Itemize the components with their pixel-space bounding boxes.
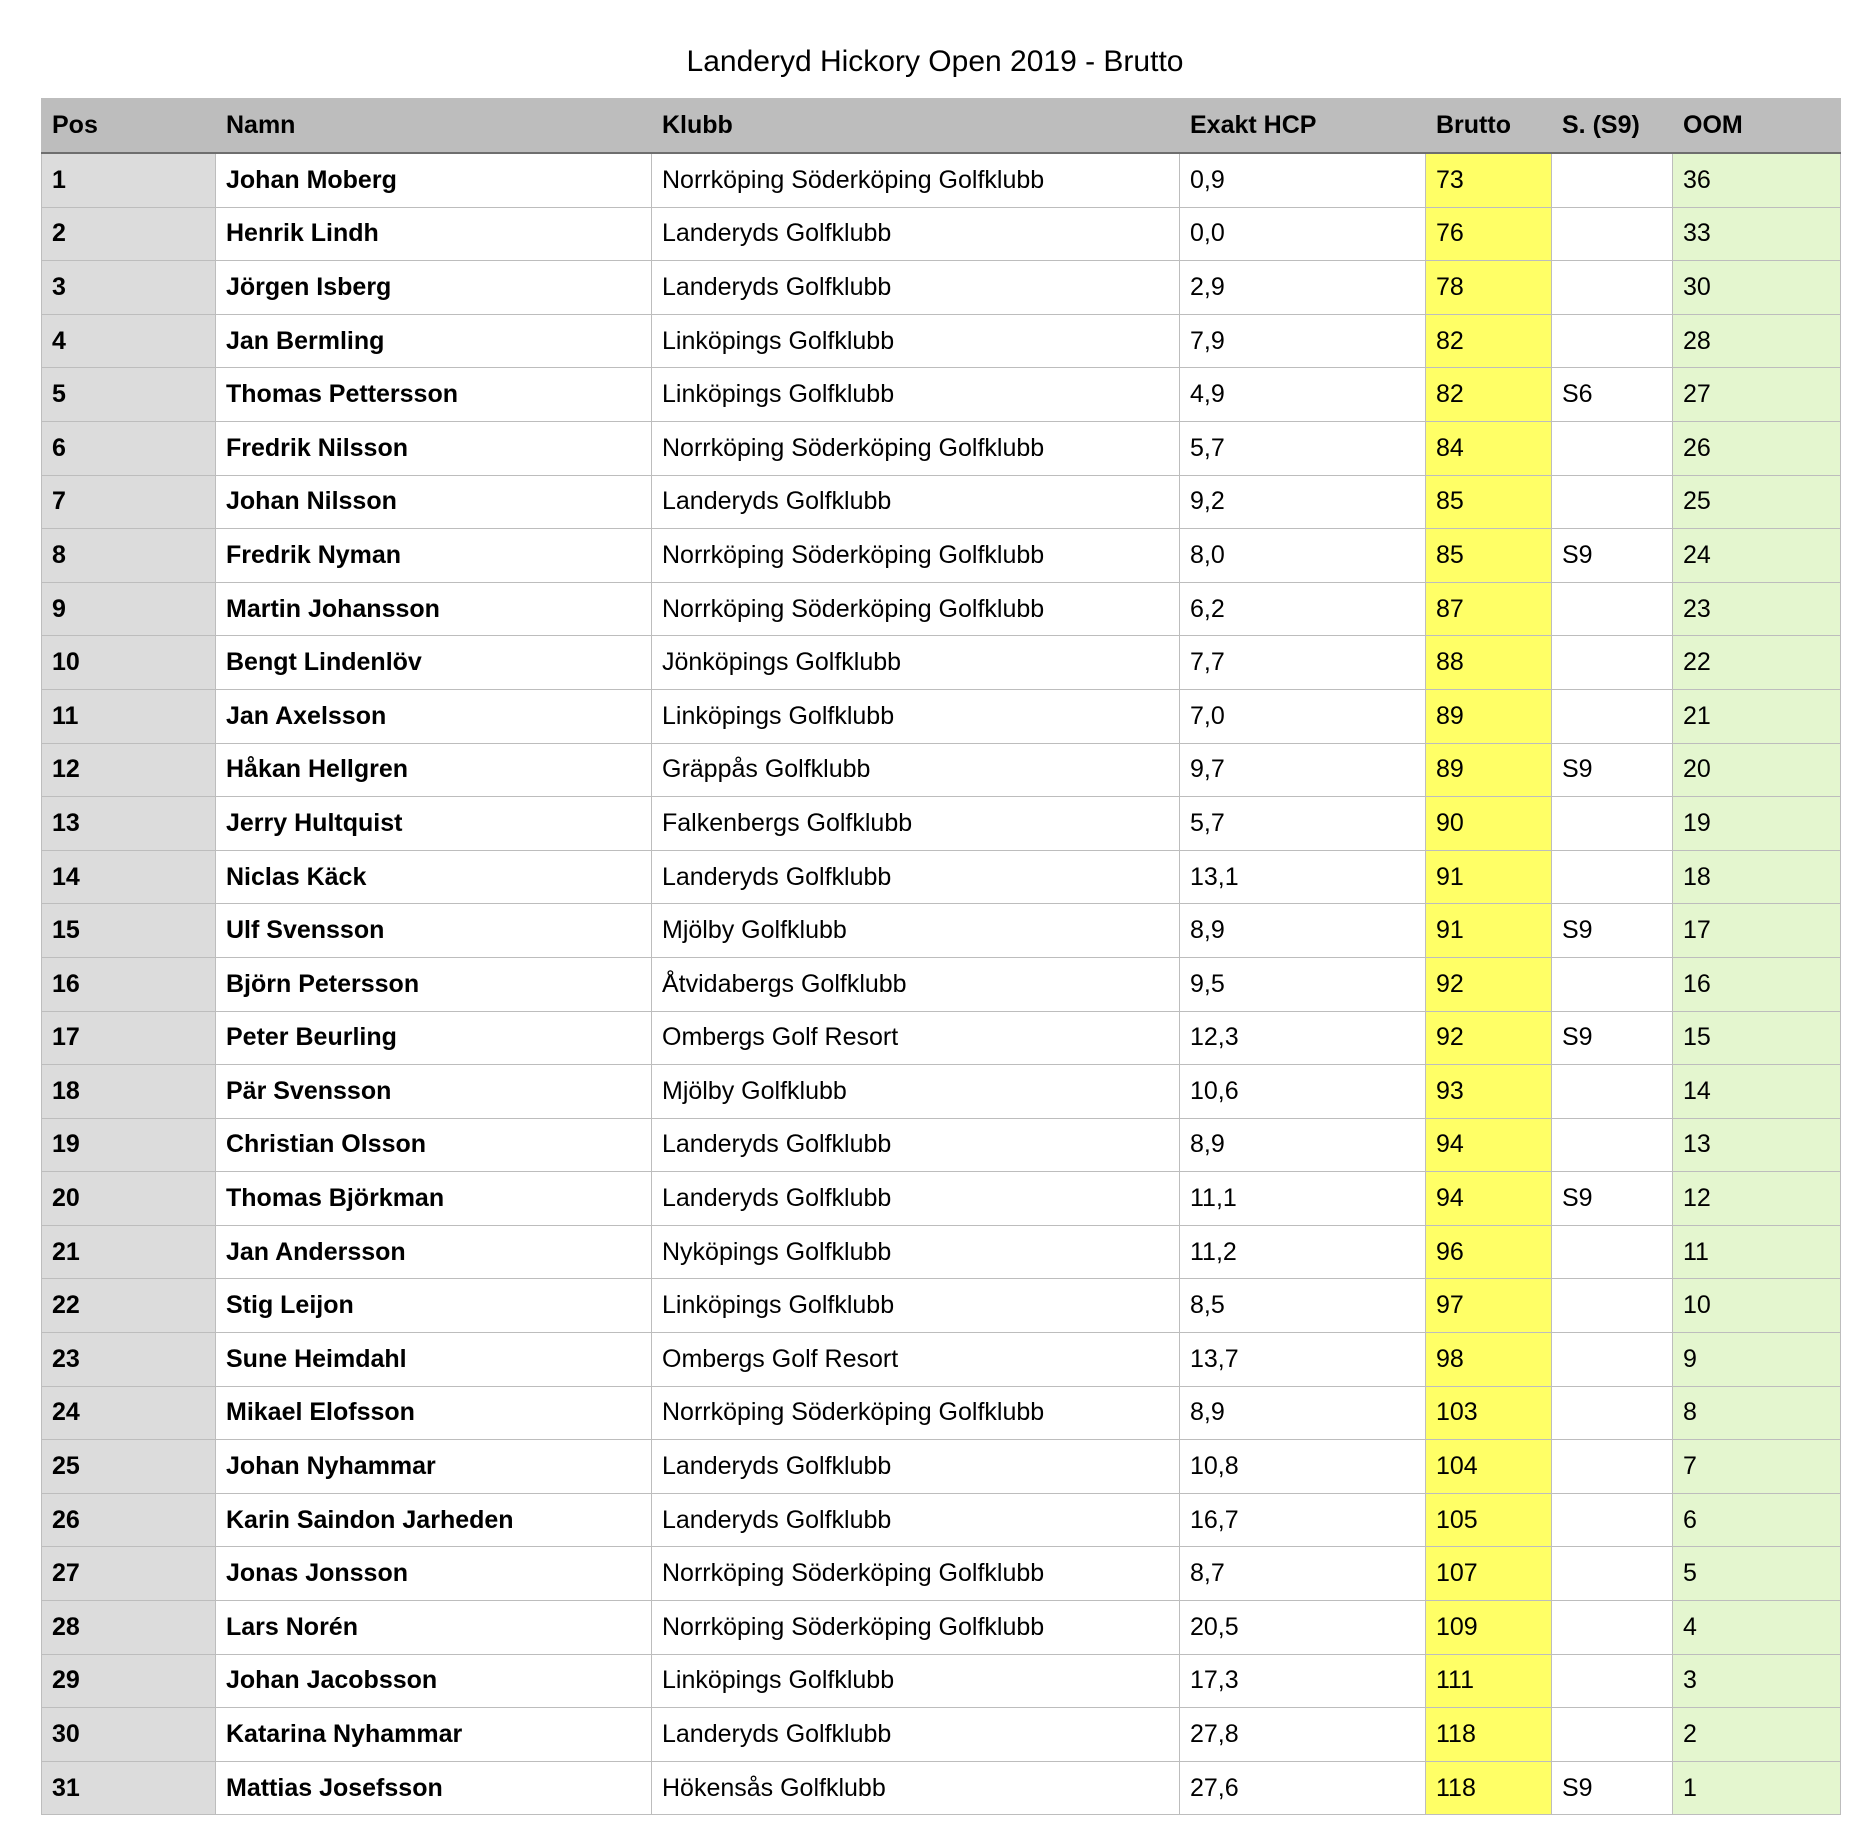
cell-oom: 8 <box>1673 1386 1841 1440</box>
cell-namn: Jan Axelsson <box>216 689 652 743</box>
cell-hcp: 11,1 <box>1180 1172 1426 1226</box>
cell-namn: Johan Nyhammar <box>216 1440 652 1494</box>
table-row <box>42 1011 1841 1065</box>
cell-hcp: 27,6 <box>1180 1761 1426 1815</box>
table-row <box>42 421 1841 475</box>
table-row <box>42 797 1841 851</box>
cell-hcp: 8,0 <box>1180 529 1426 583</box>
cell-oom: 10 <box>1673 1279 1841 1333</box>
cell-pos: 18 <box>42 1065 216 1119</box>
table-row <box>42 689 1841 743</box>
cell-pos: 8 <box>42 529 216 583</box>
table-row <box>42 1440 1841 1494</box>
cell-brutto: 98 <box>1426 1333 1552 1387</box>
cell-klubb: Gräppås Golfklubb <box>652 743 1180 797</box>
cell-klubb: Norrköping Söderköping Golfklubb <box>652 1386 1180 1440</box>
cell-klubb: Landeryds Golfklubb <box>652 1440 1180 1494</box>
cell-oom: 24 <box>1673 529 1841 583</box>
cell-namn: Jerry Hultquist <box>216 797 652 851</box>
cell-brutto: 84 <box>1426 421 1552 475</box>
cell-namn: Henrik Lindh <box>216 207 652 261</box>
cell-hcp: 13,7 <box>1180 1333 1426 1387</box>
cell-brutto: 93 <box>1426 1065 1552 1119</box>
cell-oom: 3 <box>1673 1654 1841 1708</box>
cell-namn: Mattias Josefsson <box>216 1761 652 1815</box>
cell-s9 <box>1552 689 1673 743</box>
table-row <box>42 1279 1841 1333</box>
cell-hcp: 20,5 <box>1180 1601 1426 1655</box>
cell-hcp: 0,0 <box>1180 207 1426 261</box>
cell-s9 <box>1552 1118 1673 1172</box>
cell-s9 <box>1552 957 1673 1011</box>
cell-brutto: 92 <box>1426 957 1552 1011</box>
cell-klubb: Norrköping Söderköping Golfklubb <box>652 529 1180 583</box>
cell-oom: 11 <box>1673 1225 1841 1279</box>
col-header-pos: Pos <box>42 99 216 154</box>
cell-namn: Mikael Elofsson <box>216 1386 652 1440</box>
results-body <box>42 153 1841 1815</box>
cell-klubb: Landeryds Golfklubb <box>652 1708 1180 1762</box>
cell-brutto: 97 <box>1426 1279 1552 1333</box>
cell-brutto: 78 <box>1426 261 1552 315</box>
cell-oom: 19 <box>1673 797 1841 851</box>
cell-pos: 30 <box>42 1708 216 1762</box>
table-row <box>42 957 1841 1011</box>
cell-brutto: 105 <box>1426 1493 1552 1547</box>
cell-klubb: Mjölby Golfklubb <box>652 1065 1180 1119</box>
cell-s9 <box>1552 475 1673 529</box>
cell-brutto: 89 <box>1426 689 1552 743</box>
table-row <box>42 850 1841 904</box>
cell-klubb: Landeryds Golfklubb <box>652 261 1180 315</box>
cell-pos: 1 <box>42 153 216 207</box>
table-row <box>42 1386 1841 1440</box>
table-row <box>42 1333 1841 1387</box>
cell-pos: 17 <box>42 1011 216 1065</box>
cell-hcp: 9,5 <box>1180 957 1426 1011</box>
cell-klubb: Landeryds Golfklubb <box>652 850 1180 904</box>
cell-namn: Thomas Björkman <box>216 1172 652 1226</box>
cell-hcp: 10,8 <box>1180 1440 1426 1494</box>
cell-s9: S9 <box>1552 1011 1673 1065</box>
cell-s9: S9 <box>1552 1761 1673 1815</box>
cell-s9 <box>1552 1333 1673 1387</box>
cell-s9 <box>1552 850 1673 904</box>
cell-pos: 31 <box>42 1761 216 1815</box>
cell-klubb: Landeryds Golfklubb <box>652 1118 1180 1172</box>
cell-oom: 12 <box>1673 1172 1841 1226</box>
cell-s9 <box>1552 421 1673 475</box>
cell-s9 <box>1552 153 1673 207</box>
cell-pos: 19 <box>42 1118 216 1172</box>
cell-namn: Björn Petersson <box>216 957 652 1011</box>
table-row <box>42 1065 1841 1119</box>
cell-klubb: Åtvidabergs Golfklubb <box>652 957 1180 1011</box>
cell-brutto: 94 <box>1426 1172 1552 1226</box>
cell-klubb: Linköpings Golfklubb <box>652 1279 1180 1333</box>
cell-namn: Johan Nilsson <box>216 475 652 529</box>
col-header-s9: S. (S9) <box>1552 99 1673 154</box>
table-row <box>42 261 1841 315</box>
cell-s9 <box>1552 314 1673 368</box>
table-row <box>42 1708 1841 1762</box>
cell-brutto: 92 <box>1426 1011 1552 1065</box>
cell-s9: S9 <box>1552 1172 1673 1226</box>
cell-s9 <box>1552 1493 1673 1547</box>
cell-brutto: 82 <box>1426 368 1552 422</box>
cell-s9: S6 <box>1552 368 1673 422</box>
cell-brutto: 104 <box>1426 1440 1552 1494</box>
cell-s9 <box>1552 1386 1673 1440</box>
cell-klubb: Ombergs Golf Resort <box>652 1011 1180 1065</box>
cell-oom: 4 <box>1673 1601 1841 1655</box>
cell-pos: 4 <box>42 314 216 368</box>
cell-brutto: 91 <box>1426 850 1552 904</box>
table-row <box>42 1118 1841 1172</box>
cell-oom: 28 <box>1673 314 1841 368</box>
cell-pos: 9 <box>42 582 216 636</box>
cell-oom: 20 <box>1673 743 1841 797</box>
cell-pos: 5 <box>42 368 216 422</box>
cell-hcp: 7,9 <box>1180 314 1426 368</box>
cell-oom: 2 <box>1673 1708 1841 1762</box>
cell-namn: Stig Leijon <box>216 1279 652 1333</box>
cell-hcp: 27,8 <box>1180 1708 1426 1762</box>
cell-hcp: 0,9 <box>1180 153 1426 207</box>
cell-s9 <box>1552 582 1673 636</box>
cell-brutto: 90 <box>1426 797 1552 851</box>
cell-oom: 25 <box>1673 475 1841 529</box>
cell-hcp: 8,5 <box>1180 1279 1426 1333</box>
cell-klubb: Linköpings Golfklubb <box>652 314 1180 368</box>
cell-oom: 15 <box>1673 1011 1841 1065</box>
cell-klubb: Norrköping Söderköping Golfklubb <box>652 1601 1180 1655</box>
cell-pos: 7 <box>42 475 216 529</box>
cell-pos: 20 <box>42 1172 216 1226</box>
cell-s9 <box>1552 1601 1673 1655</box>
cell-oom: 18 <box>1673 850 1841 904</box>
cell-hcp: 9,7 <box>1180 743 1426 797</box>
cell-pos: 6 <box>42 421 216 475</box>
cell-s9: S9 <box>1552 529 1673 583</box>
cell-brutto: 107 <box>1426 1547 1552 1601</box>
cell-namn: Jonas Jonsson <box>216 1547 652 1601</box>
cell-oom: 14 <box>1673 1065 1841 1119</box>
cell-s9: S9 <box>1552 904 1673 958</box>
cell-oom: 33 <box>1673 207 1841 261</box>
cell-klubb: Nyköpings Golfklubb <box>652 1225 1180 1279</box>
cell-klubb: Jönköpings Golfklubb <box>652 636 1180 690</box>
cell-namn: Jan Andersson <box>216 1225 652 1279</box>
table-row <box>42 1761 1841 1815</box>
cell-klubb: Norrköping Söderköping Golfklubb <box>652 421 1180 475</box>
cell-klubb: Linköpings Golfklubb <box>652 368 1180 422</box>
table-row <box>42 1654 1841 1708</box>
cell-pos: 24 <box>42 1386 216 1440</box>
cell-hcp: 8,9 <box>1180 1386 1426 1440</box>
cell-hcp: 2,9 <box>1180 261 1426 315</box>
cell-klubb: Landeryds Golfklubb <box>652 1172 1180 1226</box>
cell-namn: Bengt Lindenlöv <box>216 636 652 690</box>
cell-pos: 23 <box>42 1333 216 1387</box>
cell-s9 <box>1552 1065 1673 1119</box>
cell-brutto: 109 <box>1426 1601 1552 1655</box>
table-row <box>42 1172 1841 1226</box>
table-row <box>42 475 1841 529</box>
cell-klubb: Landeryds Golfklubb <box>652 207 1180 261</box>
results-table <box>41 98 1841 1815</box>
cell-namn: Håkan Hellgren <box>216 743 652 797</box>
cell-namn: Thomas Pettersson <box>216 368 652 422</box>
table-row <box>42 1493 1841 1547</box>
cell-brutto: 85 <box>1426 529 1552 583</box>
cell-namn: Katarina Nyhammar <box>216 1708 652 1762</box>
cell-pos: 16 <box>42 957 216 1011</box>
table-row <box>42 636 1841 690</box>
cell-brutto: 91 <box>1426 904 1552 958</box>
table-row <box>42 743 1841 797</box>
header-row <box>42 99 1841 154</box>
cell-oom: 22 <box>1673 636 1841 690</box>
cell-oom: 21 <box>1673 689 1841 743</box>
cell-hcp: 12,3 <box>1180 1011 1426 1065</box>
cell-brutto: 118 <box>1426 1708 1552 1762</box>
cell-oom: 23 <box>1673 582 1841 636</box>
cell-pos: 27 <box>42 1547 216 1601</box>
col-header-namn: Namn <box>216 99 652 154</box>
cell-klubb: Falkenbergs Golfklubb <box>652 797 1180 851</box>
cell-pos: 29 <box>42 1654 216 1708</box>
cell-pos: 22 <box>42 1279 216 1333</box>
cell-klubb: Norrköping Söderköping Golfklubb <box>652 1547 1180 1601</box>
cell-namn: Fredrik Nilsson <box>216 421 652 475</box>
cell-pos: 12 <box>42 743 216 797</box>
cell-oom: 1 <box>1673 1761 1841 1815</box>
table-row <box>42 1601 1841 1655</box>
cell-hcp: 17,3 <box>1180 1654 1426 1708</box>
cell-namn: Ulf Svensson <box>216 904 652 958</box>
cell-hcp: 8,9 <box>1180 904 1426 958</box>
cell-namn: Lars Norén <box>216 1601 652 1655</box>
cell-oom: 13 <box>1673 1118 1841 1172</box>
cell-namn: Sune Heimdahl <box>216 1333 652 1387</box>
cell-oom: 6 <box>1673 1493 1841 1547</box>
cell-hcp: 7,7 <box>1180 636 1426 690</box>
cell-pos: 10 <box>42 636 216 690</box>
cell-s9: S9 <box>1552 743 1673 797</box>
cell-brutto: 94 <box>1426 1118 1552 1172</box>
cell-oom: 5 <box>1673 1547 1841 1601</box>
cell-s9 <box>1552 1440 1673 1494</box>
cell-hcp: 5,7 <box>1180 797 1426 851</box>
cell-brutto: 87 <box>1426 582 1552 636</box>
cell-hcp: 10,6 <box>1180 1065 1426 1119</box>
cell-namn: Christian Olsson <box>216 1118 652 1172</box>
table-row <box>42 904 1841 958</box>
cell-namn: Pär Svensson <box>216 1065 652 1119</box>
cell-pos: 15 <box>42 904 216 958</box>
cell-hcp: 7,0 <box>1180 689 1426 743</box>
cell-hcp: 8,9 <box>1180 1118 1426 1172</box>
cell-oom: 7 <box>1673 1440 1841 1494</box>
cell-pos: 28 <box>42 1601 216 1655</box>
cell-hcp: 5,7 <box>1180 421 1426 475</box>
table-row <box>42 582 1841 636</box>
cell-brutto: 76 <box>1426 207 1552 261</box>
cell-klubb: Mjölby Golfklubb <box>652 904 1180 958</box>
col-header-brutto: Brutto <box>1426 99 1552 154</box>
table-row <box>42 153 1841 207</box>
cell-oom: 26 <box>1673 421 1841 475</box>
cell-hcp: 9,2 <box>1180 475 1426 529</box>
cell-klubb: Norrköping Söderköping Golfklubb <box>652 582 1180 636</box>
cell-hcp: 6,2 <box>1180 582 1426 636</box>
cell-oom: 9 <box>1673 1333 1841 1387</box>
cell-hcp: 11,2 <box>1180 1225 1426 1279</box>
cell-hcp: 8,7 <box>1180 1547 1426 1601</box>
cell-oom: 16 <box>1673 957 1841 1011</box>
table-row <box>42 529 1841 583</box>
cell-brutto: 85 <box>1426 475 1552 529</box>
cell-klubb: Norrköping Söderköping Golfklubb <box>652 153 1180 207</box>
cell-pos: 11 <box>42 689 216 743</box>
cell-klubb: Linköpings Golfklubb <box>652 1654 1180 1708</box>
col-header-oom: OOM <box>1673 99 1841 154</box>
cell-hcp: 13,1 <box>1180 850 1426 904</box>
cell-s9 <box>1552 797 1673 851</box>
cell-pos: 2 <box>42 207 216 261</box>
cell-pos: 25 <box>42 1440 216 1494</box>
table-row <box>42 314 1841 368</box>
cell-oom: 36 <box>1673 153 1841 207</box>
cell-oom: 27 <box>1673 368 1841 422</box>
cell-namn: Jan Bermling <box>216 314 652 368</box>
cell-s9 <box>1552 261 1673 315</box>
cell-namn: Johan Moberg <box>216 153 652 207</box>
cell-namn: Johan Jacobsson <box>216 1654 652 1708</box>
cell-hcp: 4,9 <box>1180 368 1426 422</box>
cell-namn: Fredrik Nyman <box>216 529 652 583</box>
cell-oom: 17 <box>1673 904 1841 958</box>
table-row <box>42 368 1841 422</box>
cell-namn: Jörgen Isberg <box>216 261 652 315</box>
cell-brutto: 118 <box>1426 1761 1552 1815</box>
cell-pos: 14 <box>42 850 216 904</box>
cell-s9 <box>1552 1225 1673 1279</box>
cell-pos: 13 <box>42 797 216 851</box>
cell-brutto: 111 <box>1426 1654 1552 1708</box>
cell-s9 <box>1552 1547 1673 1601</box>
cell-pos: 26 <box>42 1493 216 1547</box>
cell-brutto: 88 <box>1426 636 1552 690</box>
cell-s9 <box>1552 1708 1673 1762</box>
cell-namn: Martin Johansson <box>216 582 652 636</box>
col-header-klubb: Klubb <box>652 99 1180 154</box>
cell-hcp: 16,7 <box>1180 1493 1426 1547</box>
cell-s9 <box>1552 1279 1673 1333</box>
cell-s9 <box>1552 636 1673 690</box>
page-title: Landeryd Hickory Open 2019 - Brutto <box>686 45 1184 78</box>
col-header-hcp: Exakt HCP <box>1180 99 1426 154</box>
cell-brutto: 82 <box>1426 314 1552 368</box>
cell-s9 <box>1552 1654 1673 1708</box>
cell-s9 <box>1552 207 1673 261</box>
cell-pos: 21 <box>42 1225 216 1279</box>
cell-pos: 3 <box>42 261 216 315</box>
cell-klubb: Landeryds Golfklubb <box>652 1493 1180 1547</box>
table-row <box>42 207 1841 261</box>
cell-brutto: 103 <box>1426 1386 1552 1440</box>
cell-klubb: Landeryds Golfklubb <box>652 475 1180 529</box>
cell-namn: Peter Beurling <box>216 1011 652 1065</box>
cell-brutto: 73 <box>1426 153 1552 207</box>
cell-klubb: Ombergs Golf Resort <box>652 1333 1180 1387</box>
table-row <box>42 1547 1841 1601</box>
cell-brutto: 96 <box>1426 1225 1552 1279</box>
table-row <box>42 1225 1841 1279</box>
cell-klubb: Hökensås Golfklubb <box>652 1761 1180 1815</box>
cell-klubb: Linköpings Golfklubb <box>652 689 1180 743</box>
cell-namn: Niclas Käck <box>216 850 652 904</box>
cell-brutto: 89 <box>1426 743 1552 797</box>
cell-namn: Karin Saindon Jarheden <box>216 1493 652 1547</box>
cell-oom: 30 <box>1673 261 1841 315</box>
